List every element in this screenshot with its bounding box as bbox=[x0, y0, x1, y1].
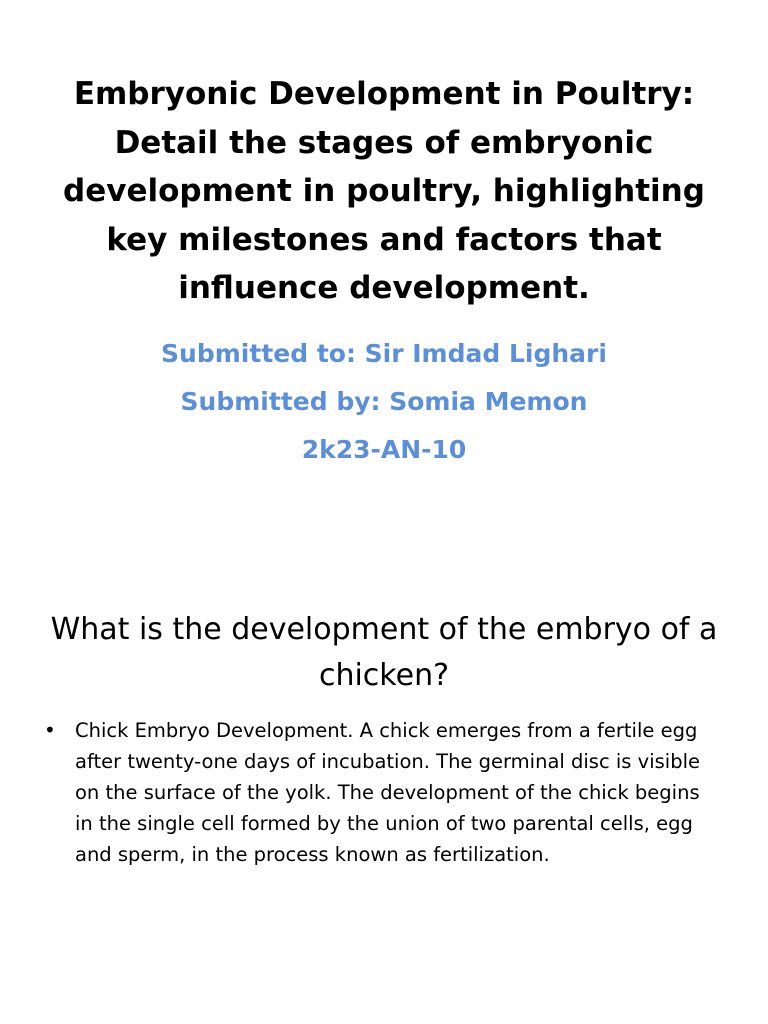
roll-number: 2k23-AN-10 bbox=[301, 435, 467, 464]
submitted-by: Submitted by: Somia Memon bbox=[180, 387, 588, 416]
content-slide bbox=[0, 512, 768, 1024]
submitted-to: Submitted to: Sir Imdad Lighari bbox=[161, 339, 607, 368]
bullet-list bbox=[40, 715, 720, 870]
bullet-text: Chick Embryo Development. A chick emerges from a fertile egg after twenty-one days of incubation. The germinal disc is visible on the surface of the yolk. The development of the chick begins in the single cell formed by the union of two parental cells, egg and sperm, in the process known as fertilization. bbox=[75, 719, 700, 866]
slide-heading: What is the development of the embryo of a chicken? bbox=[50, 612, 718, 693]
slide-title: Embryonic Development in Poultry: Detail the stages of embryonic development in poultry, highlighting key milestones and factors that influence development. bbox=[63, 76, 705, 306]
bullet-marker: • bbox=[44, 718, 56, 742]
bullet-item bbox=[40, 715, 720, 870]
submission-info bbox=[60, 330, 708, 474]
